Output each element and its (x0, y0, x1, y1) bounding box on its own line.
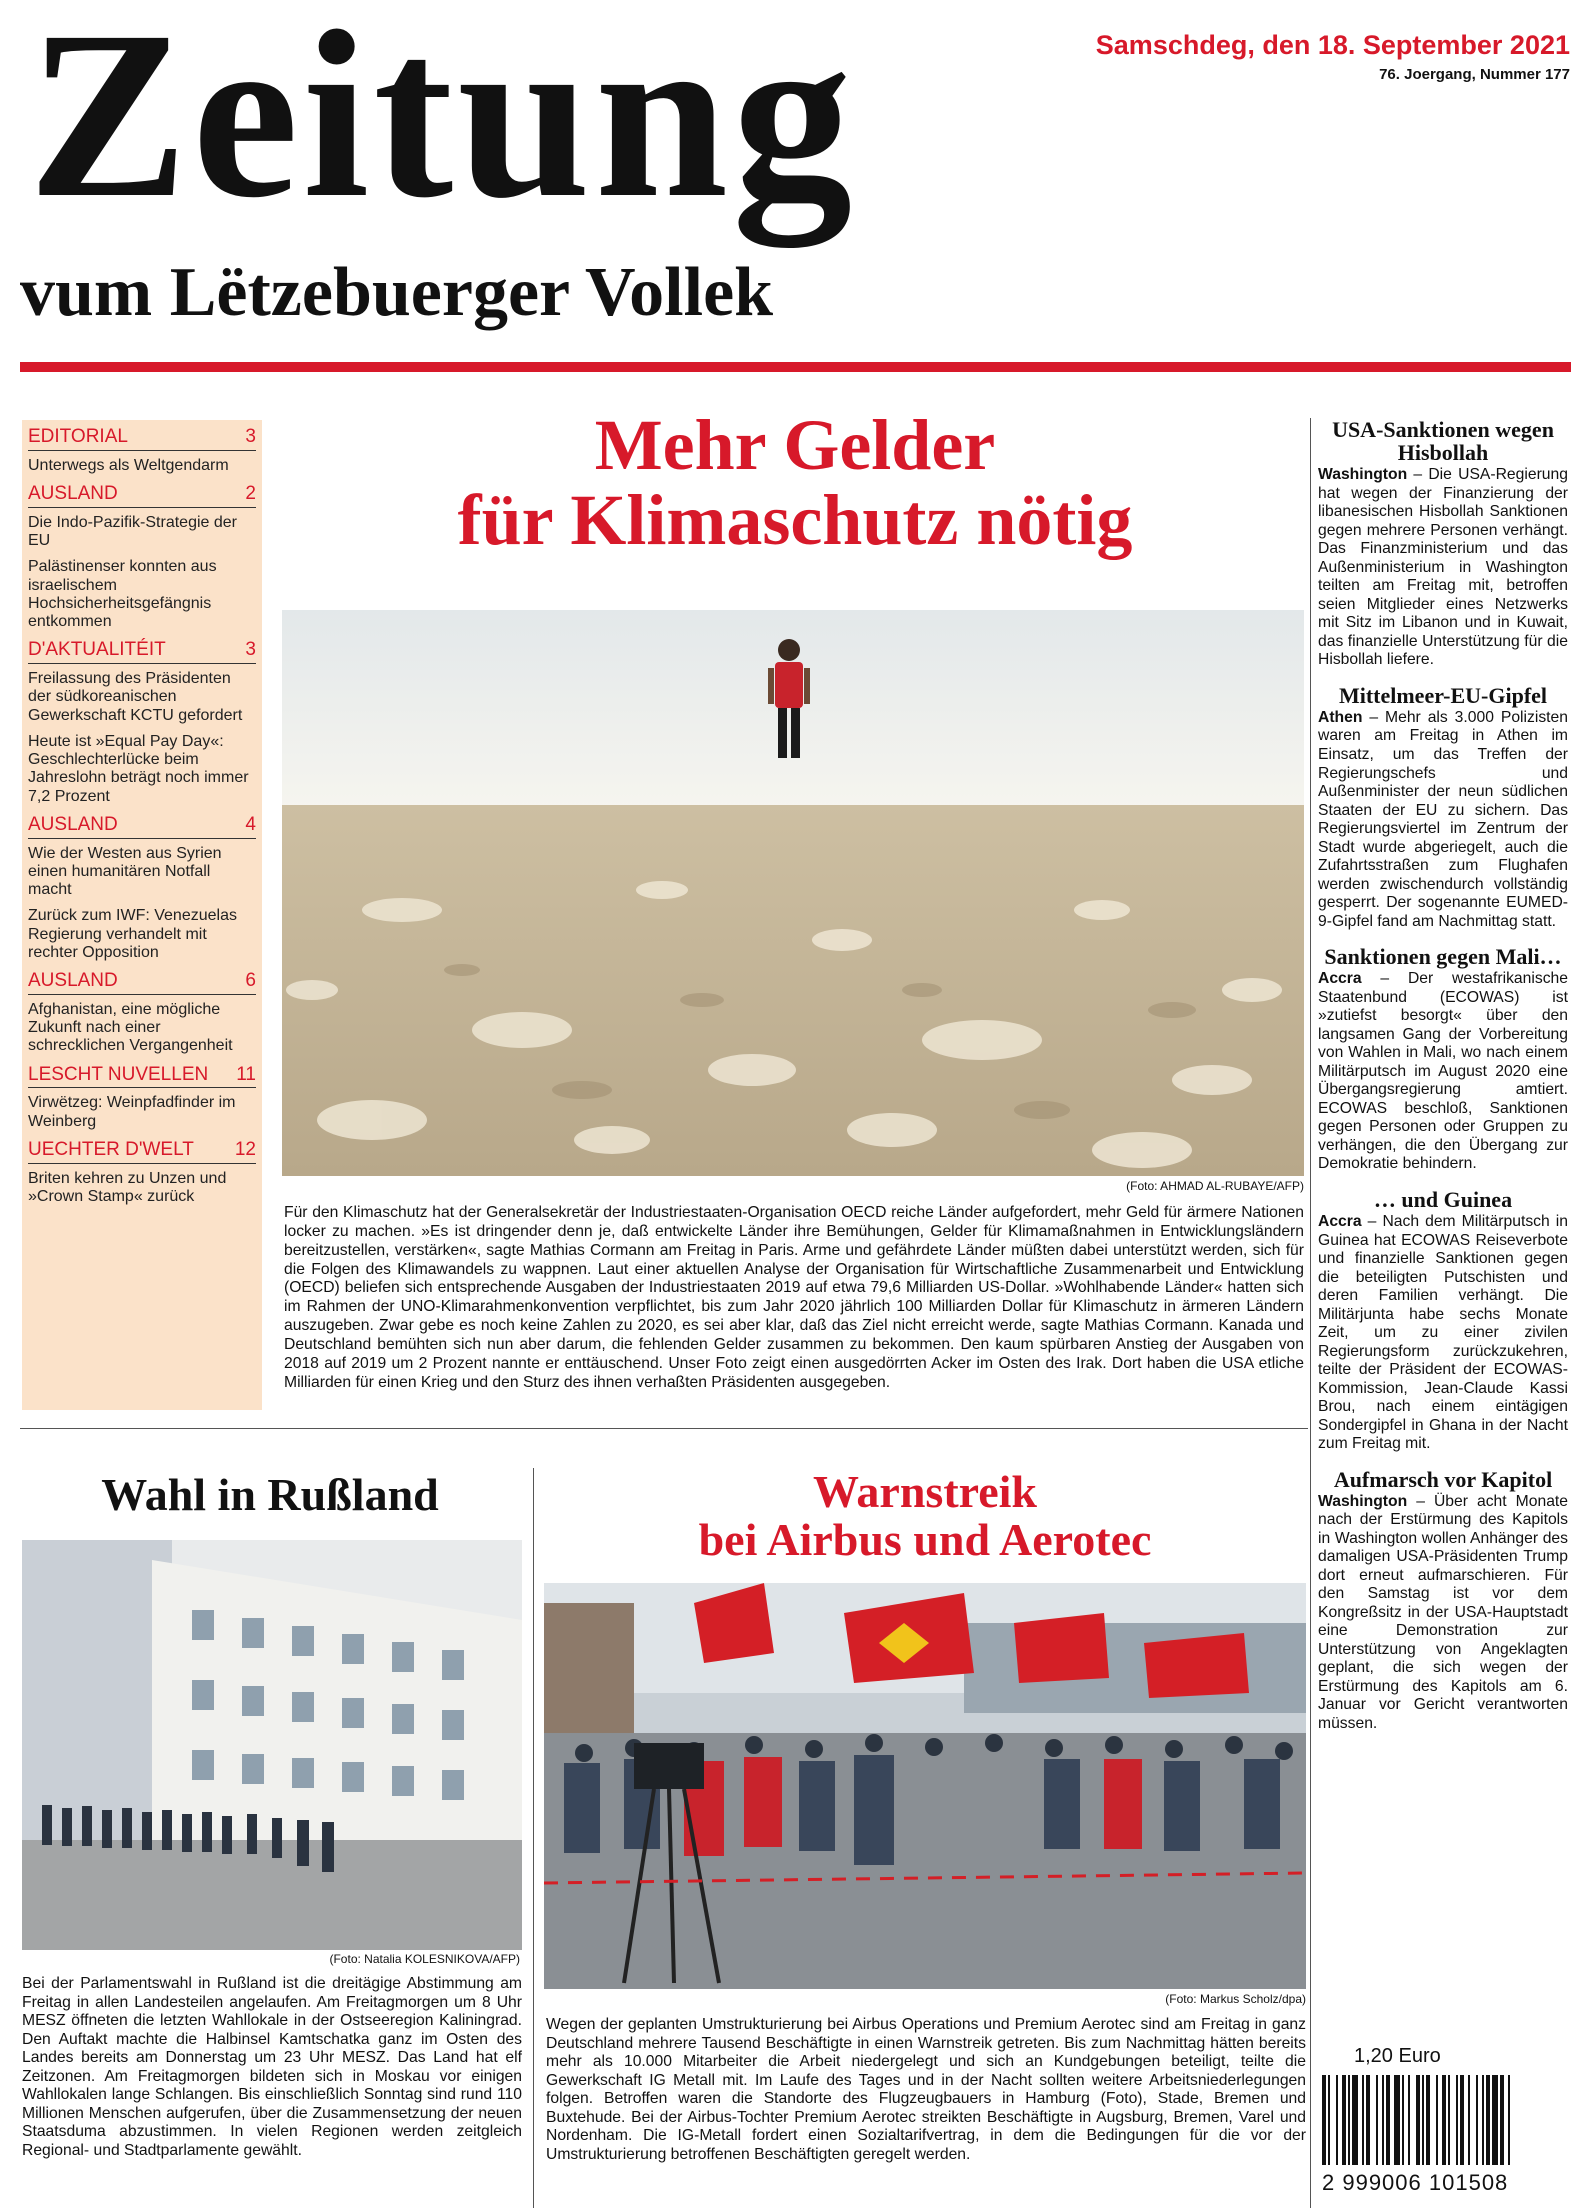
brief-dateline: Washington (1318, 466, 1408, 484)
brief-headline: Mittelmeer-EU-Gipfel (1338, 682, 1548, 708)
barcode-bar (1386, 2075, 1390, 2165)
index-page-number: 2 (245, 483, 256, 505)
brief-body (1318, 1213, 1568, 1454)
index-item[interactable]: Zurück zum IWF: Venezuelas Regierung verhandelt mit rechter Opposition (28, 907, 237, 961)
barcode-bar (1482, 2075, 1484, 2165)
index-section (28, 814, 256, 962)
barcode-bar (1328, 2075, 1330, 2165)
brief-headline: USA-Sanktionen wegen Hisbollah (1332, 417, 1554, 466)
contents-index (22, 420, 262, 1410)
masthead-title: Zeitung (28, 0, 857, 247)
index-page-number: 4 (245, 813, 256, 835)
masthead-rule (20, 362, 1571, 372)
lead-photo-credit: (Foto: AHMAD AL-RUBAYE/AFP) (1126, 1179, 1304, 1193)
barcode-bar (1336, 2075, 1338, 2165)
strike-rally-illustration (544, 1583, 1306, 1989)
lead-headline-line1: Mehr Gelder (594, 405, 996, 485)
index-item[interactable]: Afghanistan, eine mögliche Zukunft nach einer schrecklichen Vergangenheit (28, 1000, 233, 1055)
index-item[interactable]: Wie der Westen aus Syrien einen humanitären Notfall macht (28, 844, 222, 899)
index-section (28, 639, 256, 805)
price: 1,20 Euro (1354, 2045, 1441, 2067)
barcode-bar (1436, 2075, 1438, 2165)
index-section-header[interactable] (28, 1139, 256, 1164)
dry-field-illustration (282, 610, 1304, 1176)
brief-body (1318, 970, 1568, 1174)
brief-headline: … und Guinea (1373, 1186, 1513, 1212)
index-section-header[interactable] (28, 970, 256, 995)
index-item[interactable]: Virwëtzeg: Weinpfadfinder im Weinberg (28, 1094, 236, 1130)
barcode-bar (1402, 2075, 1404, 2165)
barcode-bar (1426, 2075, 1430, 2165)
index-item[interactable]: Palästinenser konnten aus israelischem Hochsicherheitsgefängnis entkommen (28, 558, 217, 631)
index-section-name: AUSLAND (28, 813, 118, 835)
brief-text: – Über acht Monate nach der Erstürmung des Kapitols in Washington wollen Anhänger des damaligen USA-Präsidenten Trump dort erneut aufmarschieren. Für den Samstag ist vor dem Kongreßsitz in der USA-Hauptstadt eine Demonstration zur Unterstützung von Angeklagten geplant, die sich wegen der Erstürmung des Kapitols am 6. Januar vor Gericht verantworten müssen. (1318, 1492, 1568, 1732)
brief-body (1318, 1493, 1568, 1734)
brief-text: – Der westafrikanische Staatenbund (ECOWAS) ist »zutiefst besorgt« über den langsamen Gang der Vorbereitung von Wahlen in Mali, wo nach einem Militärputsch im August 2020 eine Übergangsregierung amtiert. ECOWAS beschloß, Sanktionen gegen Personen oder Gruppen zu verhängen, die den Übergang zur Demokratie behindern. (1318, 970, 1568, 1173)
index-section-name: LESCHT NUVELLEN (28, 1063, 209, 1085)
barcode-bar (1348, 2075, 1350, 2165)
lead-article-text: Für den Klimaschutz hat der Generalsekretär der Industriestaaten-Organisation OECD reiche Länder aufgefordert, mehr Geld für ärmere Nationen locker zu machen. »Es ist dringender denn je, daß entwickelte Länder ihre Bemühungen, Gelder für Klimamaßnahmen in Entwicklungsländern bereitzustellen, verstärken«, sagte Mathias Cormann am Freitag in Paris. Arme und gefährdete Länder müßten dabei unterstützt werden, sich für die Folgen des Klimawandels zu wappnen. Laut einer aktuellen Analyse der Organisation für Wirtschaftliche Zusammenarbeit und Entwicklung (OECD) beliefen sich entsprechende Ausgaben der Industriestaaten 2019 auf etwa 79,6 Milliarden US-Dollar. »Wohlhabende Länder« hatten sich im Rahmen der UNO-Klimarahmenkonvention verpflichtet, bis zum Jahr 2020 jährlich 100 Milliarden Dollar für Klimaschutz in ärmeren Ländern auszugeben. Zwar gebe es noch keine Zahlen zu 2020, es sei aber klar, daß das Ziel nicht erreicht werde, sagte Mathias Cormann. Kanada und Deutschland bemühten sich nun aber darum, die fehlenden Gelder zusammen zu bekommen. Den kaum spürbaren Anstieg der Ausgaben von 2018 auf 2019 um 2 Prozent nannte er enttäuschend. Unser Foto zeigt einen ausgedörrten Acker im Osten des Irak. Dort haben die USA etliche Milliarden für einen Krieg und den Sturz des ihnen verhaßten Präsidenten ausgegeben. (284, 1204, 1304, 1391)
column-divider-right (1310, 418, 1311, 2208)
barcode-bar (1456, 2075, 1458, 2165)
brief-headline: Sanktionen gegen Mali… (1324, 944, 1562, 970)
barcode-bar (1382, 2075, 1384, 2165)
russia-photo-voter-queue (22, 1540, 522, 1950)
barcode (1320, 2075, 1568, 2165)
brief-headline: Aufmarsch vor Kapitol (1333, 1466, 1553, 1492)
index-item[interactable]: Freilassung des Präsidenten der südkoreanischen Gewerkschaft KCTU gefordert (28, 670, 243, 724)
barcode-bar (1508, 2075, 1510, 2165)
airbus-headline-line1: Warnstreik (812, 1466, 1038, 1517)
barcode-bar (1366, 2075, 1370, 2165)
barcode-bar (1492, 2075, 1498, 2165)
barcode-number: 2 999006 101508 (1322, 2170, 1509, 2195)
brief-dateline: Accra (1318, 970, 1362, 988)
airbus-headline-line2: bei Airbus und Aerotec (698, 1513, 1152, 1565)
index-section-name: AUSLAND (28, 970, 118, 992)
index-section-name: D'AKTUALITÉIT (28, 639, 166, 661)
barcode-bar (1468, 2075, 1470, 2165)
index-section-name: EDITORIAL (28, 426, 128, 447)
barcode-bar (1322, 2075, 1326, 2165)
index-section-header[interactable] (28, 639, 256, 664)
barcode-bar (1486, 2075, 1490, 2165)
voter-queue-illustration (22, 1540, 522, 1950)
brief-text: – Nach dem Militärputsch in Guinea hat ECOWAS Reiseverbote und finanzielle Sanktionen gegen die beteiligten Putschisten und deren Familien verhängt. Die Militärjunta habe sechs Monate Zeit, um zu einer zivilen Regierungsform zurückzukehren, teilte der Präsident der ECOWAS-Kommission, Jean-Claude Kassi Brou, nach einem eintägigen Sondergipfel in Ghana in der Nacht zum Freitag mit. (1318, 1213, 1568, 1453)
index-item[interactable]: Die Indo-Pazifik-Strategie der EU (28, 513, 237, 550)
index-section-name: UECHTER D'WELT (28, 1138, 194, 1160)
index-section-header[interactable] (28, 483, 256, 508)
index-section (28, 483, 256, 631)
index-item[interactable]: Briten kehren zu Unzen und »Crown Stamp« zurück (28, 1169, 227, 1205)
brief-text: – Mehr als 3.000 Polizisten waren am Freitag in Athen im Einsatz, um das Treffen der Regierungschefs und Außenminister der neun südlichen Staaten der EU zu sichern. Das Regierungsviertel im Zentrum der Stadt wurde abgeriegelt, auch die Zufahrtsstraßen zum Flughafen werden zwischendurch vollständig gesperrt. Der sogenannte EUMED-9-Gipfel fand am Nachmittag statt. (1318, 708, 1568, 930)
index-section-header[interactable] (28, 814, 256, 839)
barcode-bar (1476, 2075, 1478, 2165)
barcode-bar (1500, 2075, 1504, 2165)
barcode-bar (1342, 2075, 1346, 2165)
brief-dateline: Accra (1318, 1213, 1362, 1230)
barcode-bar (1408, 2075, 1410, 2165)
masthead-subtitle: vum Lëtzebuerger Vollek (20, 254, 774, 331)
index-section-header[interactable] (28, 1064, 256, 1089)
index-section (28, 970, 256, 1056)
barcode-bar (1394, 2075, 1400, 2165)
barcode-bar (1442, 2075, 1446, 2165)
brief-text: – Die USA-Regierung hat wegen der Finanzierung der libanesischen Hisbollah Sanktionen gegen mehrere Personen verhängt. Das Finanzministerium und das Außenministerium in Washington teilten am Freitag mit, betroffen seien Mitglieder eines Netzwerks mit Sitz im Libanon und in Kuwait, das finanzielle Unterstützung für die Hisbollah liefere. (1318, 466, 1568, 669)
barcode-bar (1352, 2075, 1358, 2165)
index-section (28, 1064, 256, 1131)
airbus-photo-strike-rally (544, 1583, 1306, 1989)
brief-body (1318, 466, 1568, 670)
lead-photo-dry-field (282, 610, 1304, 1176)
news-briefs-column (1318, 418, 1568, 1748)
column-divider-bottom (533, 1468, 534, 2208)
index-item[interactable]: Unterwegs als Weltgendarm (28, 456, 229, 474)
index-section (28, 1139, 256, 1206)
barcode-bar (1460, 2075, 1464, 2165)
index-page-number: 3 (245, 426, 256, 447)
barcode-bar (1362, 2075, 1364, 2165)
index-page-number: 11 (236, 1063, 256, 1085)
barcode-bar (1376, 2075, 1378, 2165)
issue-number: 76. Joergang, Nummer 177 (1379, 66, 1570, 83)
index-section-name: AUSLAND (28, 483, 118, 505)
brief-dateline: Athen (1318, 708, 1363, 726)
index-page-number: 12 (234, 1138, 256, 1160)
barcode-graphic (1320, 2075, 1568, 2165)
barcode-bar (1448, 2075, 1450, 2165)
lead-headline-line2: für Klimaschutz nötig (457, 479, 1133, 560)
barcode-bar (1416, 2075, 1420, 2165)
airbus-article-text: Wegen der geplanten Umstrukturierung bei Airbus Operations und Premium Aerotec sind am Freitag in ganz Deutschland mehrere Tausend Beschäftigte in einen Warnstreik getreten. Bis zum Nachmittag hätten bereits mehr als 10.000 Mitarbeiter die Arbeit niedergelegt und sich an Kundgebungen beteiligt, teilte die Gewerkschaft IG Metall mit. Im Laufe des Tages und in der Nacht sollten weitere Arbeitsniederlegungen folgen. Betroffen waren die Standorte des Flugzeugbauers in Hamburg (Foto), Stade, Bremen und Buxtehude. Bei der Airbus-Tochter Premium Aerotec streikten Beschäftigte in Augsburg, Bremen, Varel und Nordenham. Die IG-Metall fordert einen Sozialtarifvertrag, in dem die Bedingungen für die vor der Umstrukturierung betroffenen Beschäftigten geregelt werden. (546, 2016, 1306, 2163)
index-section (28, 426, 256, 475)
lead-headline (280, 405, 1310, 560)
barcode-bar (1422, 2075, 1424, 2165)
index-page-number: 6 (245, 970, 256, 992)
russia-article-text: Bei der Parlamentswahl in Rußland ist die dreitägige Abstimmung am Freitag in allen Landesteilen angelaufen. Am Freitagmorgen um 8 Uhr MESZ öffneten die letzten Wahllokale in der Ostseeregion Kaliningrad. Den Auftakt machte die Halbinsel Kamtschatka ganz im Osten des Landes bereits am Donnerstag um 23 Uhr MESZ. Das Land hat elf Zeitzonen. Am Freitagmorgen bildeten sich in Moskau vor einigen Wahllokalen lange Schlangen. Bis einschließlich Sonntag sind rund 110 Millionen Menschen aufgerufen, über die Zusammensetzung der neuen Staatsduma abzustimmen. In vielen Regionen werden zeitgleich Regional- und Stadtparlamente gewählt. (22, 1975, 522, 2159)
airbus-headline (540, 1468, 1310, 1564)
issue-date: Samschdeg, den 18. September 2021 (1095, 30, 1570, 60)
index-section-header[interactable] (28, 426, 256, 451)
index-page-number: 3 (245, 639, 256, 661)
index-item[interactable]: Heute ist »Equal Pay Day«: Geschlechterlücke beim Jahreslohn beträgt noch immer 7,2 Prozent (28, 732, 249, 805)
brief-body (1318, 709, 1568, 931)
brief-dateline: Washington (1318, 1492, 1408, 1510)
airbus-photo-credit: (Foto: Markus Scholz/dpa) (1165, 1992, 1306, 2006)
russia-photo-credit: (Foto: Natalia KOLESNIKOVA/AFP) (329, 1952, 520, 1966)
russia-headline: Wahl in Rußland (101, 1469, 439, 1520)
section-divider (20, 1428, 1308, 1429)
